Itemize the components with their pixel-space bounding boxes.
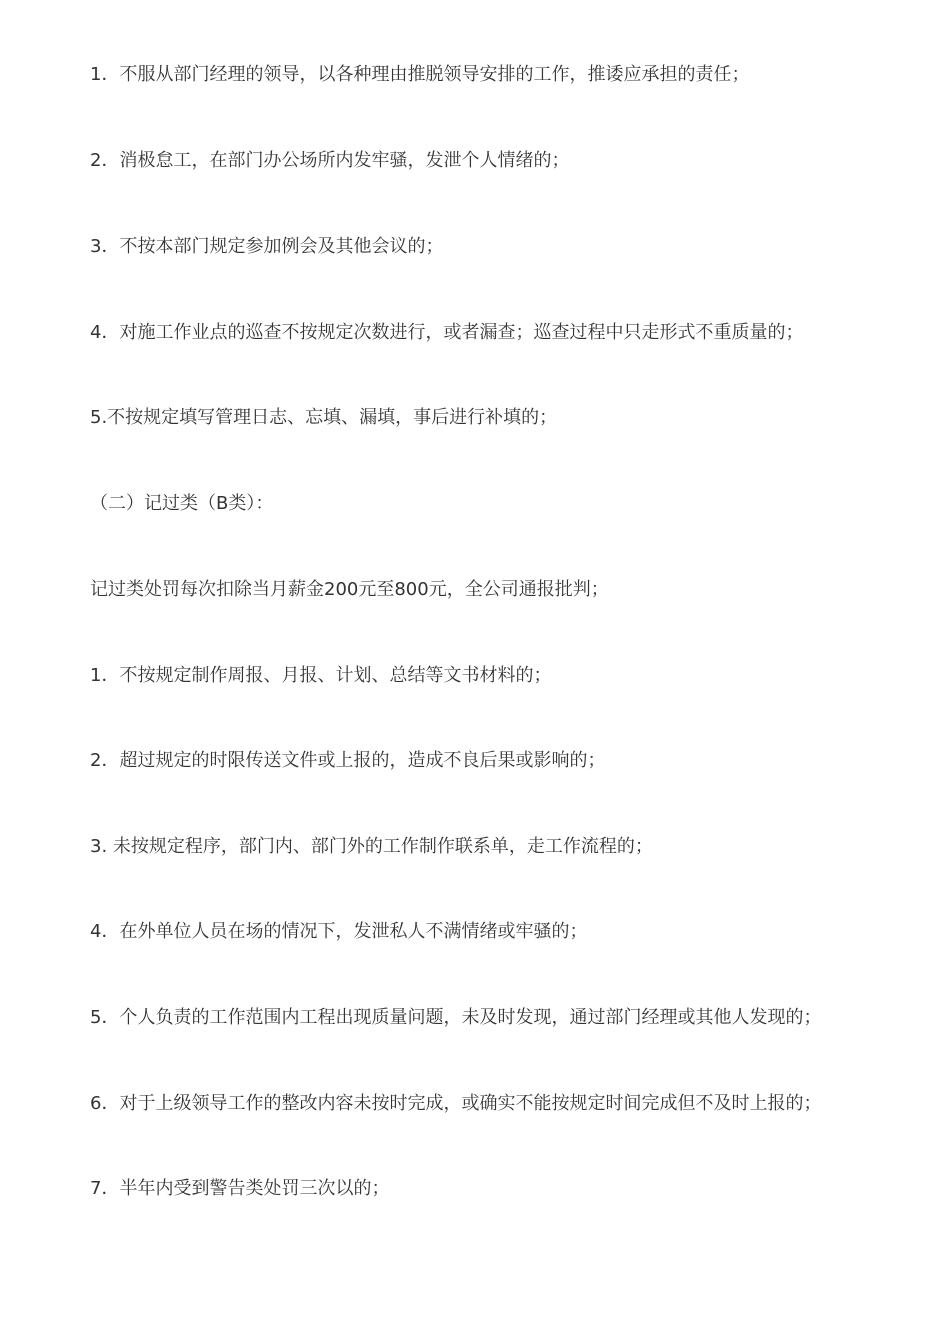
section-heading-b: （二）记过类（B类）：: [90, 493, 274, 514]
item-b1: 1．不按规定制作周报、月报、计划、总结等文书材料的；: [90, 665, 552, 686]
item-b6: 6．对于上级领导工作的整改内容未按时完成，或确实不能按规定时间完成但不及时上报的；: [90, 1093, 822, 1114]
item-a5: 5.不按规定填写管理日志、忘填、漏填，事后进行补填的；: [90, 407, 558, 428]
item-a2: 2．消极怠工，在部门办公场所内发牢骚，发泄个人情绪的；: [90, 150, 570, 171]
item-a4: 4．对施工作业点的巡查不按规定次数进行，或者漏查；巡查过程中只走形式不重质量的；: [90, 322, 804, 343]
item-b7: 7．半年内受到警告类处罚三次以的；: [90, 1178, 390, 1199]
section-b-description: 记过类处罚每次扣除当月薪金200元至800元，全公司通报批判；: [90, 579, 609, 600]
item-b4: 4．在外单位人员在场的情况下，发泄私人不满情绪或牢骚的；: [90, 921, 588, 942]
item-a3: 3．不按本部门规定参加例会及其他会议的；: [90, 236, 444, 257]
item-a1: 1．不服从部门经理的领导，以各种理由推脱领导安排的工作，推诿应承担的责任；: [90, 64, 750, 85]
item-b3: 3. 未按规定程序，部门内、部门外的工作制作联系单，走工作流程的；: [90, 836, 653, 857]
item-b5: 5．个人负责的工作范围内工程出现质量问题，未及时发现，通过部门经理或其他人发现的；: [90, 1007, 822, 1028]
item-b2: 2．超过规定的时限传送文件或上报的，造成不良后果或影响的；: [90, 750, 606, 771]
